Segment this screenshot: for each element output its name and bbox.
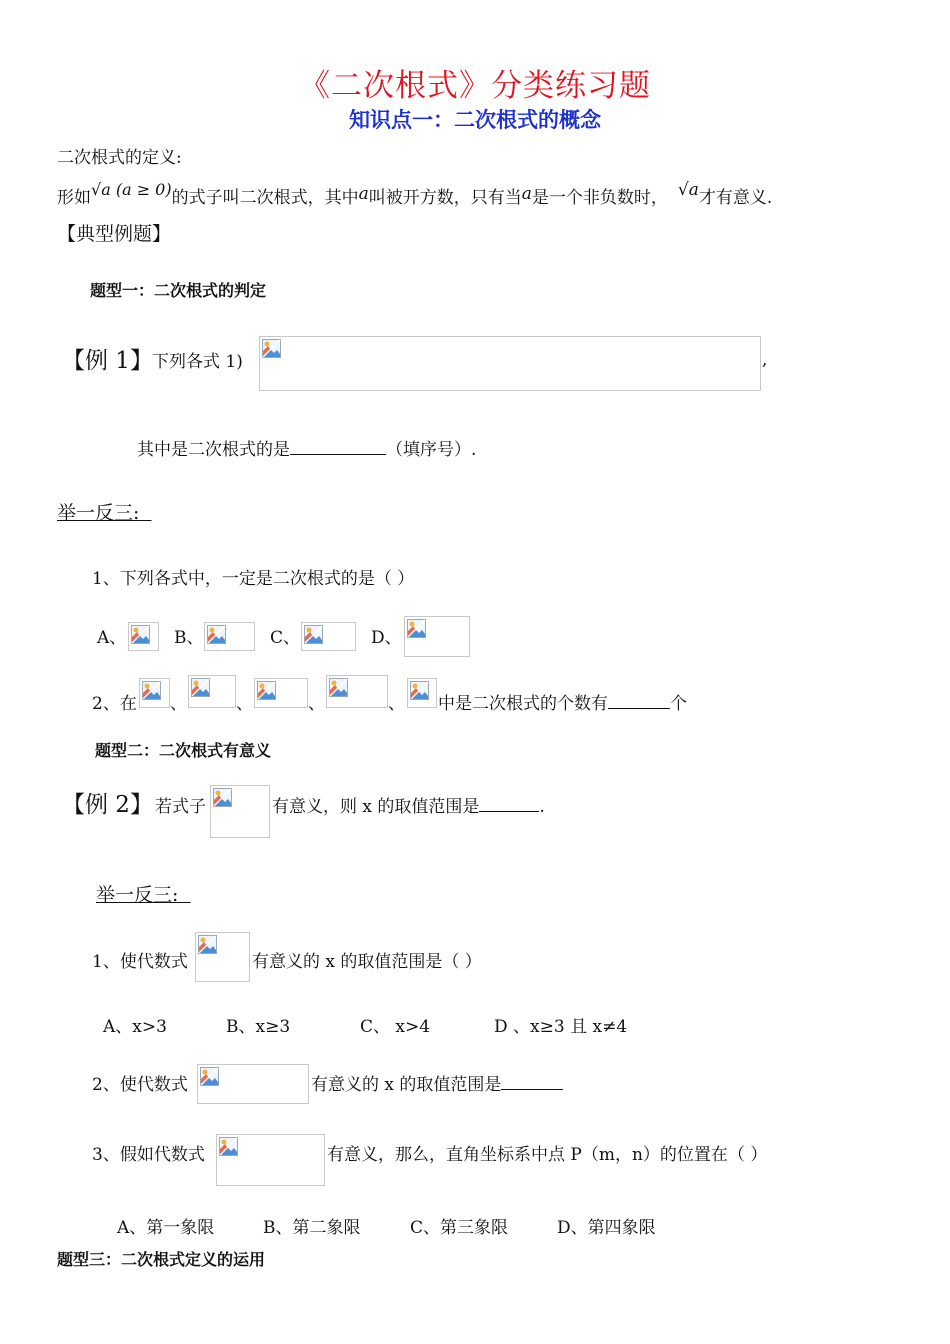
example2-end: .	[539, 797, 545, 817]
q2-sep-1: 、	[170, 694, 187, 714]
sqrt-a-formula: √a (a ≥ 0)	[91, 180, 172, 199]
example2-label: 【例 2】	[62, 792, 153, 818]
broken-image-icon	[257, 681, 276, 700]
practice1-q2-prefix: 2、在	[92, 694, 137, 714]
broken-image-icon	[198, 935, 217, 954]
broken-image-icon	[207, 625, 226, 644]
example1-text: 下列各式 1)	[152, 352, 243, 372]
definition-line	[57, 180, 773, 208]
p2-q2-answer-blank[interactable]	[501, 1088, 563, 1090]
option-c-image	[301, 622, 356, 651]
practice2-q1-prefix: 1、使代数式	[92, 952, 188, 972]
p2-q1-option-b: B、x≥3	[226, 1017, 291, 1037]
p2-q1-option-d: D 、x≥3 且 x≠4	[494, 1017, 628, 1037]
example2-formula-image	[210, 785, 270, 838]
example1-comma: ,	[762, 350, 768, 370]
q2-image-4	[326, 675, 388, 708]
practice2-q3-suffix: 有意义，那么，直角坐标系中点 P（m，n）的位置在（ ）	[327, 1145, 768, 1165]
q2-suffix-text: 中是二次根式的个数有	[438, 694, 608, 714]
definition-mid2: 叫被开方数，只有当	[368, 188, 522, 208]
type3-heading: 题型三：二次根式定义的运用	[57, 1250, 266, 1269]
type2-heading: 题型二：二次根式有意义	[95, 741, 272, 760]
example1-formula-image	[259, 336, 761, 391]
option-c-label: C、	[270, 628, 301, 648]
broken-image-icon	[407, 619, 426, 638]
answer-prefix: 其中是二次根式的是	[137, 440, 290, 460]
p2-q1-option-c: C、 x>4	[360, 1017, 431, 1037]
practice1-q1: 1、下列各式中，一定是二次根式的是（ ）	[92, 569, 415, 589]
option-d-label: D、	[371, 628, 402, 648]
practice2-q3-prefix: 3、假如代数式	[92, 1145, 205, 1165]
practice2-q2-prefix: 2、使代数式	[92, 1075, 188, 1095]
broken-image-icon	[219, 1137, 238, 1156]
definition-end: 才有意义.	[698, 188, 773, 208]
definition-heading: 二次根式的定义:	[57, 148, 182, 168]
q2-answer-blank[interactable]	[608, 707, 670, 709]
option-a-label: A、	[97, 628, 127, 648]
q2-image-1	[139, 678, 170, 708]
example2-suffix-line	[272, 792, 545, 817]
option-b-label: B、	[174, 628, 204, 648]
p2-q2-formula-image	[197, 1064, 309, 1104]
answer-suffix: （填序号）.	[386, 440, 477, 460]
p2-q1-option-a: A、x>3	[103, 1017, 167, 1037]
page-title: 《二次根式》分类练习题	[299, 68, 651, 104]
broken-image-icon	[191, 678, 210, 697]
q2-sep-2: 、	[236, 694, 253, 714]
broken-image-icon	[213, 788, 232, 807]
broken-image-icon	[329, 678, 348, 697]
option-d-image	[404, 616, 470, 657]
broken-image-icon	[410, 681, 429, 700]
practice2-heading: 举一反三:	[96, 884, 179, 906]
answer-blank[interactable]	[290, 453, 386, 455]
variable-a-2: a	[521, 184, 532, 204]
broken-image-icon	[200, 1067, 219, 1086]
q2-image-5	[407, 678, 437, 708]
practice2-q2-suffix-line	[311, 1070, 563, 1095]
example2-suffix: 有意义，则 x 的取值范围是	[272, 797, 480, 817]
broken-image-icon	[262, 339, 281, 358]
q2-sep-3: 、	[308, 694, 325, 714]
example1-answer-line	[137, 435, 476, 460]
broken-image-icon	[131, 625, 150, 644]
variable-a: a	[358, 184, 369, 204]
typical-examples-heading: 【典型例题】	[57, 223, 172, 245]
p2-q3-option-b: B、第二象限	[263, 1218, 361, 1238]
q2-unit: 个	[670, 694, 687, 714]
q2-image-2	[188, 675, 236, 708]
example1-label: 【例 1】	[62, 348, 153, 374]
sqrt-a: √a	[677, 180, 699, 200]
definition-mid3: 是一个非负数时，	[531, 188, 668, 208]
p2-q3-option-a: A、第一象限	[117, 1218, 215, 1238]
option-a-image	[128, 622, 159, 651]
type1-heading: 题型一：二次根式的判定	[90, 281, 267, 300]
practice1-q2-suffix	[438, 689, 687, 714]
definition-prefix: 形如	[57, 188, 91, 208]
practice2-q1-suffix: 有意义的 x 的取值范围是（ ）	[252, 952, 482, 972]
p2-q2-suffix: 有意义的 x 的取值范围是	[311, 1075, 502, 1095]
section-subtitle: 知识点一：二次根式的概念	[349, 107, 601, 132]
q2-sep-4: 、	[388, 694, 405, 714]
practice1-heading: 举一反三:	[57, 502, 140, 524]
example2-prefix: 若式子	[155, 797, 206, 817]
definition-mid1: 的式子叫二次根式，其中	[171, 188, 359, 208]
example2-answer-blank[interactable]	[479, 810, 539, 812]
p2-q3-option-c: C、第三象限	[410, 1218, 509, 1238]
p2-q3-formula-image	[216, 1134, 325, 1186]
q2-image-3	[254, 678, 308, 708]
broken-image-icon	[142, 681, 161, 700]
p2-q1-formula-image	[195, 932, 250, 982]
broken-image-icon	[304, 625, 323, 644]
option-b-image	[204, 622, 255, 651]
p2-q3-option-d: D、第四象限	[557, 1218, 656, 1238]
